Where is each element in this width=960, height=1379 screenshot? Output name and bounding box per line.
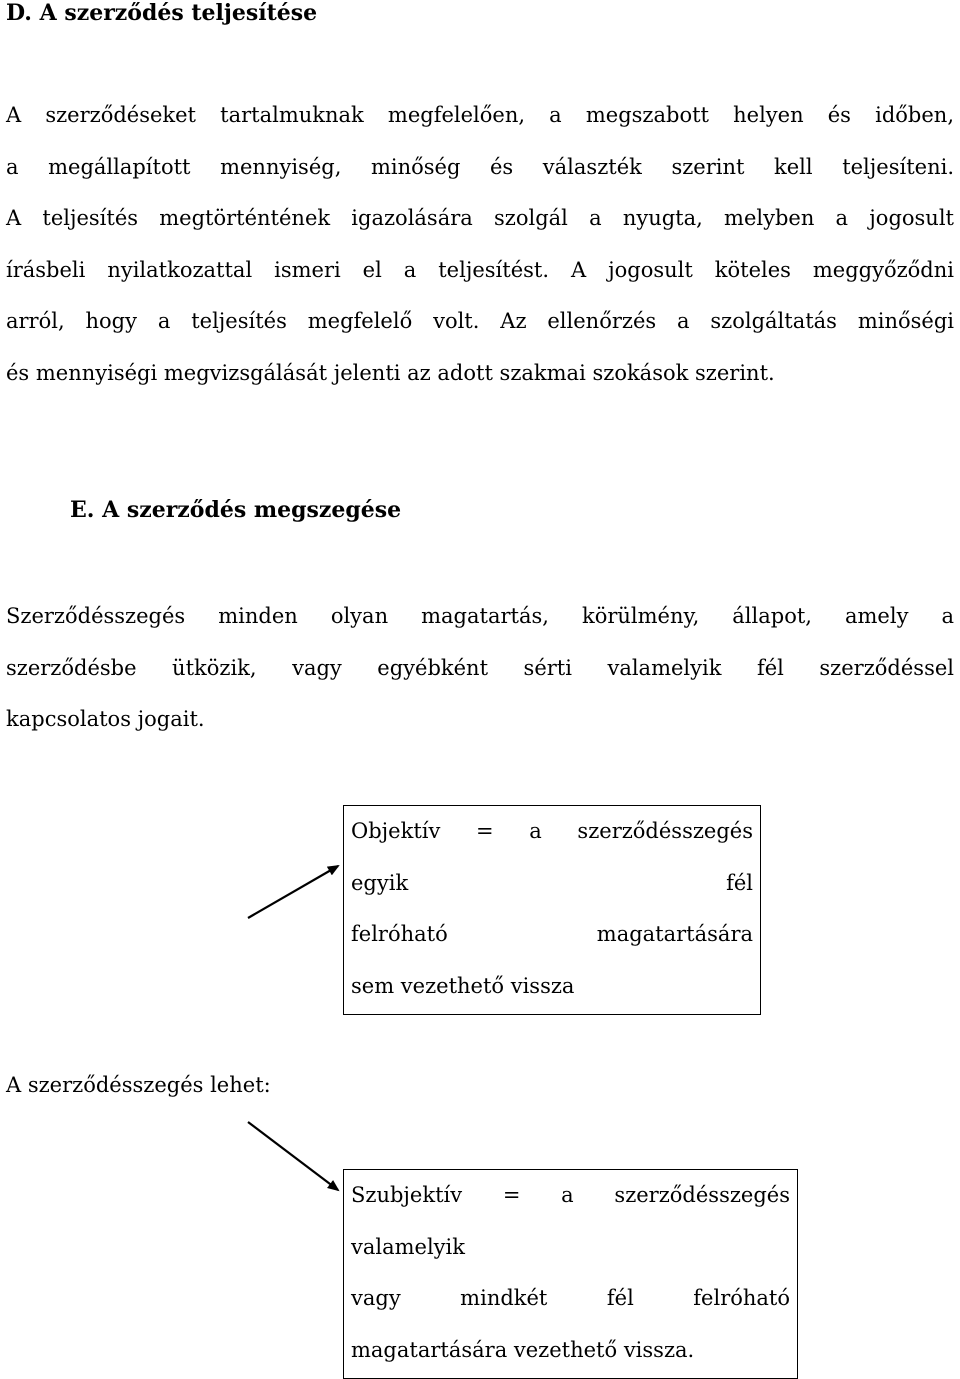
paragraph-line: a megállapított mennyiség, minőség és választék szerint kell teljesíteni. [6,154,954,179]
breach-types-label-text: A szerződésszegés lehet: [6,1073,271,1097]
paragraph-line: A szerződéseket tartalmuknak megfelelően, a megszabott helyen és időben, [6,103,954,127]
paragraph-line: írásbeli nyilatkozattal ismeri el a teljesítést. A jogosult köteles meggyőződni [6,257,954,282]
paragraph-line: és mennyiségi megvizsgálását jelenti az adott szakmai szokások szerint. [6,360,775,385]
paragraph-line: A teljesítés megtörténtének igazolására szolgál a nyugta, melyben a jogosult [6,206,954,231]
subjective-line: vagy mindkét fél felróható [351,1286,790,1311]
paragraph-line: kapcsolatos jogait. [6,707,205,732]
arrow-to-subjective [248,1122,338,1190]
objective-line: sem vezethető vissza [351,973,575,998]
section-e-heading: E. A szerződés megszegése [70,497,402,523]
objective-line: Objektív = a szerződésszegés [351,819,753,843]
subjective-line: valamelyik [351,1234,465,1259]
paragraph-line: arról, hogy a teljesítés megfelelő volt. Az ellenőrzés a szolgáltatás minőségi [6,309,954,334]
paragraph-line: szerződésbe ütközik, vagy egyébként sérti valamelyik fél szerződéssel [6,655,954,680]
paragraph-line: Szerződésszegés minden olyan magatartás, körülmény, állapot, amely a [6,604,954,628]
section-d-heading: D. A szerződés teljesítése [6,0,318,26]
objective-line: felróható magatartására [351,922,753,947]
arrow-to-objective [248,866,338,918]
objective-line: egyik fél [351,870,753,895]
subjective-line: magatartására vezethető vissza. [351,1337,695,1362]
subjective-line: Szubjektív = a szerződésszegés [351,1183,790,1207]
